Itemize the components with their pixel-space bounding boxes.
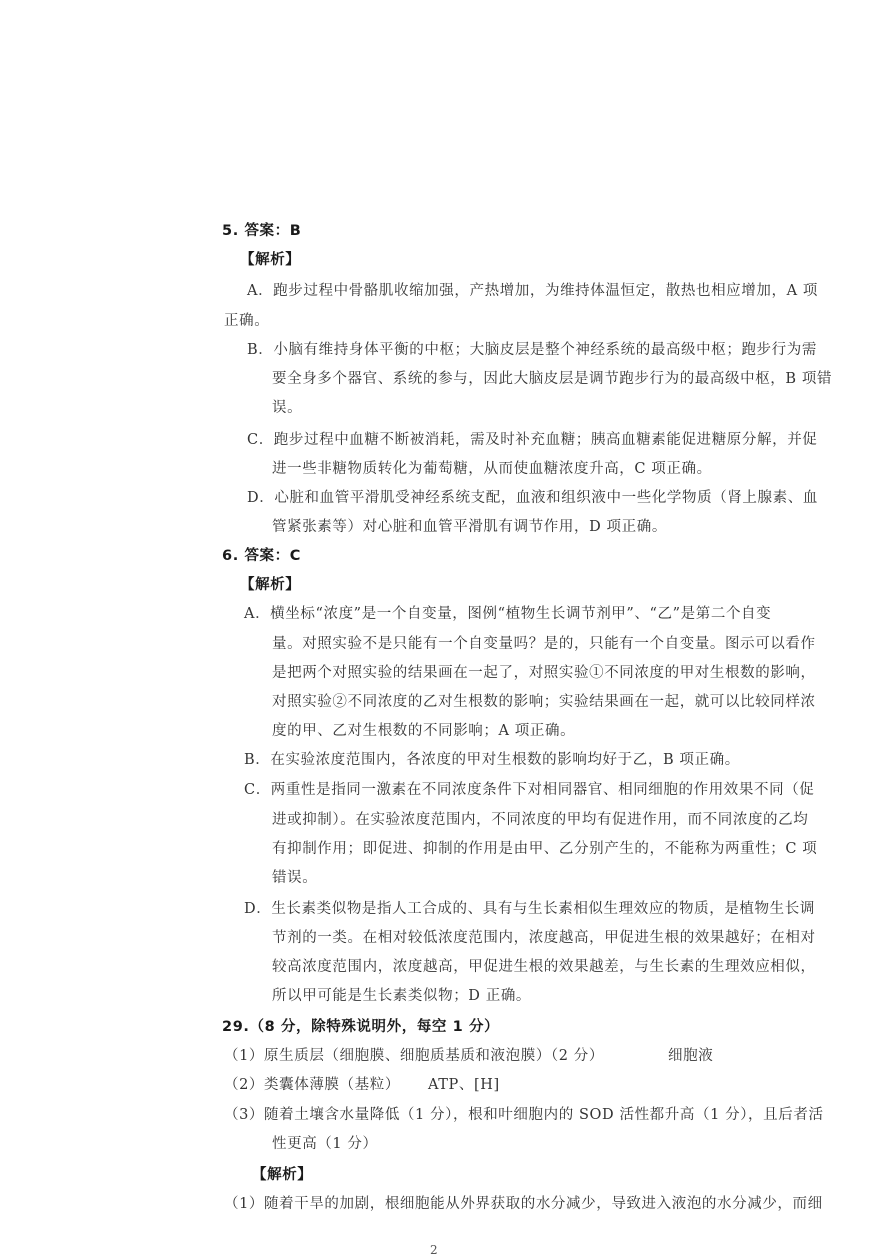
q6-line: 所以甲可能是生长素类似物；D 正确。 — [272, 988, 532, 1004]
q29-answer-1: （1）原生质层（细胞膜、细胞质基质和液泡膜）（2 分） — [224, 1048, 605, 1064]
q5-line: 进一些非糖物质转化为葡萄糖，从而使血糖浓度升高，C 项正确。 — [272, 461, 712, 477]
q5-line: 误。 — [272, 400, 303, 416]
q6-line: 有抑制作用；即促进、抑制的作用是由甲、乙分别产生的，不能称为两重性；C 项 — [272, 841, 818, 857]
q5-answer: 5. 答案：B — [222, 223, 302, 239]
q29-answer-2: （2）类囊体薄膜（基粒） — [224, 1077, 400, 1093]
q5-analysis-label: 【解析】 — [240, 252, 301, 268]
q6-line: A．横坐标“浓度”是一个自变量，图例“植物生长调节剂甲”、“乙”是第二个自变 — [244, 606, 772, 622]
q5-line: B．小脑有维持身体平衡的中枢；大脑皮层是整个神经系统的最高级中枢；跑步行为需 — [247, 342, 817, 358]
q6-line: D．生长素类似物是指人工合成的、具有与生长素相似生理效应的物质，是植物生长调 — [244, 901, 815, 917]
q6-line: 度的甲、乙对生根数的不同影响；A 项正确。 — [272, 723, 576, 739]
q6-line: 量。对照实验不是只能有一个自变量吗？是的，只能有一个自变量。图示可以看作 — [272, 636, 816, 652]
q5-line: 正确。 — [224, 313, 270, 329]
q6-analysis-label: 【解析】 — [240, 577, 301, 593]
q29-answer-2b: ATP、[H] — [428, 1077, 500, 1093]
q5-line: A．跑步过程中骨骼肌收缩加强，产热增加，为维持体温恒定，散热也相应增加，A 项 — [247, 283, 818, 299]
q6-line: 对照实验②不同浓度的乙对生根数的影响；实验结果画在一起，就可以比较同样浓 — [272, 694, 816, 710]
q5-line: 管紧张素等）对心脏和血管平滑肌有调节作用，D 项正确。 — [272, 519, 667, 535]
q29-answer-3b: 性更高（1 分） — [272, 1136, 378, 1152]
q29-analysis-label: 【解析】 — [252, 1167, 313, 1183]
q6-line: 错误。 — [272, 870, 318, 886]
q6-line: 进或抑制）。在实验浓度范围内，不同浓度的甲均有促进作用，而不同浓度的乙均 — [272, 812, 809, 828]
q5-line: C．跑步过程中血糖不断被消耗，需及时补充血糖；胰高血糖素能促进糖原分解，并促 — [247, 432, 818, 448]
q29-explanation-1: （1）随着干旱的加剧，根细胞能从外界获取的水分减少，导致进入液泡的水分减少，而细 — [224, 1196, 823, 1212]
q29-header: 29.（8 分，除特殊说明外，每空 1 分） — [222, 1019, 500, 1035]
q29-answer-1b: 细胞液 — [668, 1048, 714, 1064]
page-number: 2 — [430, 1243, 438, 1257]
q6-line: C．两重性是指同一激素在不同浓度条件下对相同器官、相同细胞的作用效果不同（促 — [244, 782, 815, 798]
q5-line: D．心脏和血管平滑肌受神经系统支配，血液和组织液中一些化学物质（肾上腺素、血 — [247, 490, 818, 506]
q6-answer: 6. 答案：C — [222, 548, 301, 564]
q6-line: 节剂的一类。在相对较低浓度范围内，浓度越高，甲促进生根的效果越好；在相对 — [272, 930, 816, 946]
q6-line: 是把两个对照实验的结果画在一起了，对照实验①不同浓度的甲对生根数的影响， — [272, 665, 816, 681]
q29-answer-3: （3）随着土壤含水量降低（1 分），根和叶细胞内的 SOD 活性都升高（1 分），且后者活 — [224, 1107, 824, 1123]
q6-line: B．在实验浓度范围内，各浓度的甲对生根数的影响均好于乙，B 项正确。 — [244, 752, 740, 768]
q5-line: 要全身多个器官、系统的参与，因此大脑皮层是调节跑步行为的最高级中枢，B 项错 — [272, 371, 833, 387]
q6-line: 较高浓度范围内，浓度越高，甲促进生根的效果越差，与生长素的生理效应相似， — [272, 959, 816, 975]
